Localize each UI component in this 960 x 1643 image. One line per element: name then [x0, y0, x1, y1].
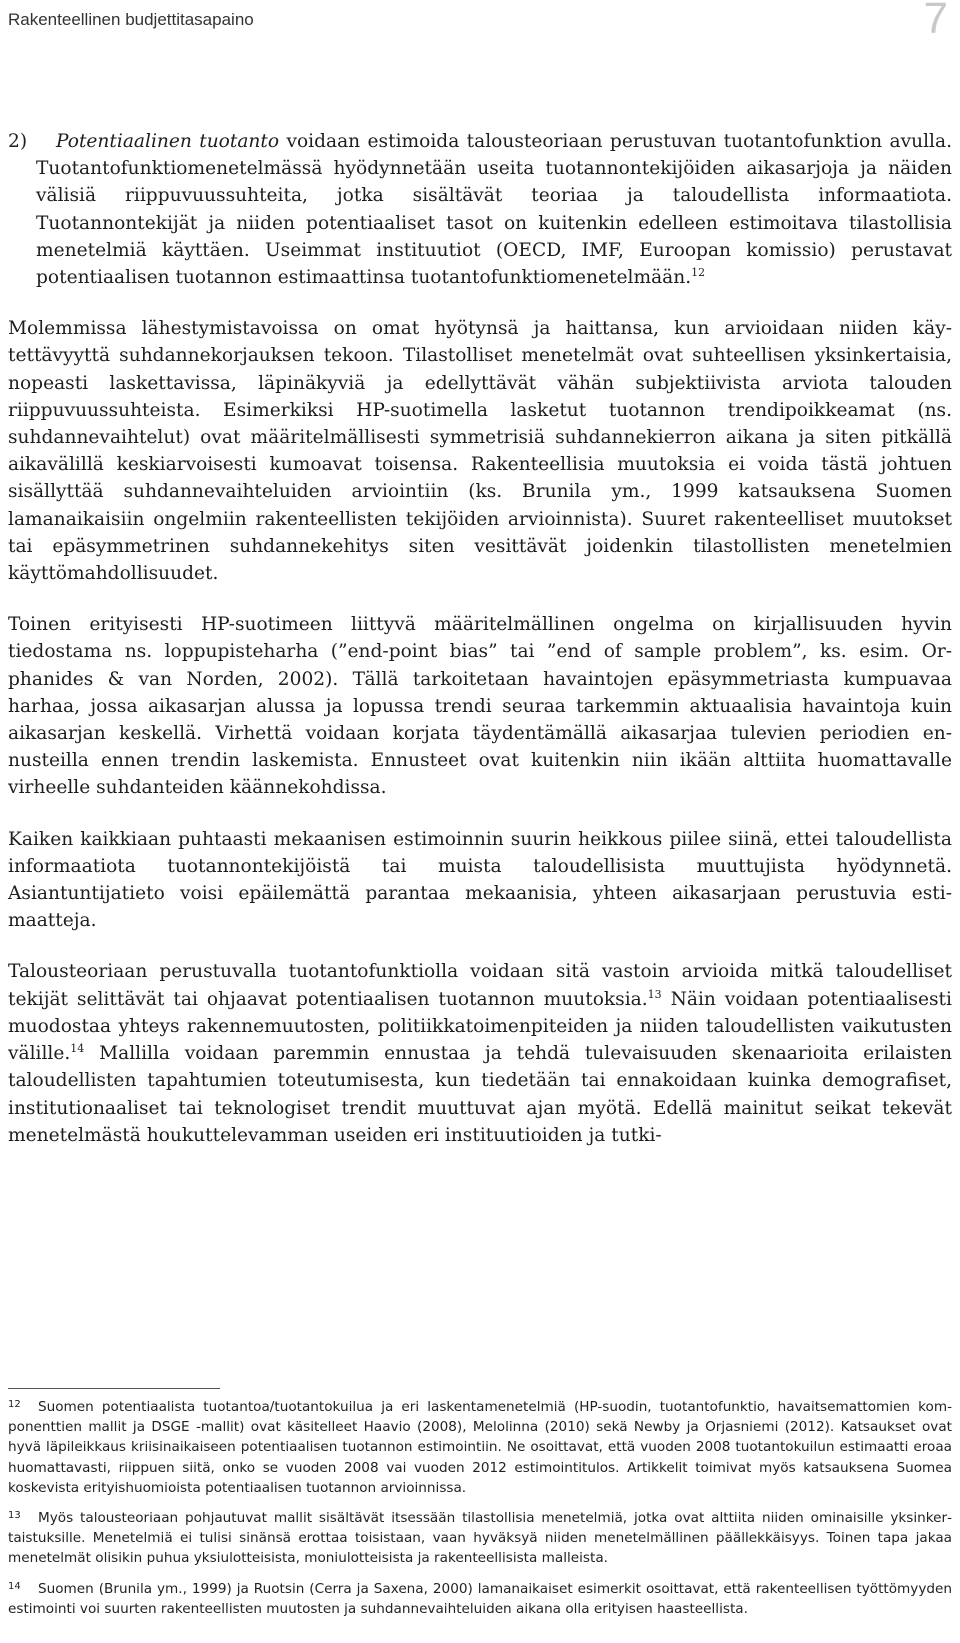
paragraph-2: Toinen erityisesti HP-suotimeen liittyvä määritelmällinen ongelma on kirjallisuuden hyvin tiedostama ns. loppupisteharha (”end-point bias” tai ”end of sample problem”, ks. esim. Orphanides & van Norden, 2002). Tällä tarkoitetaan havaintojen epäsymmetriasta kumpuavaa harhaa, jossa aikasarjan alussa ja lopussa trendi seuraa tarkemmin aktuaalisia havaintoja kuin aikasarjan keskellä. Virhettä voidaan korjata täydentämällä aikasarjaa tulevien periodien ennusteilla ennen trendin laskemista. Ennusteet ovat kuitenkin niin ikään alttiita huomattavalle virheelle suhdanteiden käännekohdissa. — [8, 614, 952, 799]
list-item-text: voidaan estimoida talousteoriaan perustuvan tuotantofunktion avulla. Tuotantofunktiomenetelmässä hyödynnetään useita tuotannontekijöiden aikasarjoja ja näiden välisiä riippuvuussuhteita, jotka sisältävät teoriaa ja taloudellista informaatiota. Tuotannontekijät ja niiden potentiaaliset tasot on kuitenkin edelleen estimoitava tilastollisia menetelmiä käyttäen. Useimmat instituutiot (OECD, IMF, Euroopan komissio) perustavat potentiaalisen tuotannon estimaattinsa tuotantofunktiomenetelmään. — [36, 131, 952, 289]
footnote-ref-14: 14 — [70, 1042, 85, 1056]
list-item-lead-term: Potentiaalinen tuotanto — [56, 131, 280, 152]
paragraph-4 — [8, 958, 952, 1148]
footnote-ref-12: 12 — [691, 266, 706, 280]
footnote-ref-13: 13 — [647, 987, 662, 1001]
paragraph-4-part-b: Näin voidaan potentiaalisesti muodostaa yhteys rakennemuutosten, politiikkatoimenpiteiden ja niiden taloudellisten vaikutusten välille. — [8, 988, 952, 1065]
footnote-text: Suomen (Brunila ym., 1999) ja Ruotsin (Cerra ja Saxena, 2000) lamanaikaiset esimerkit osoittavat, että rakenteellisen työttömyyden estimointi voi suurten rakenteellisten muutosten ja suhdannevaihteluiden aikana olla erityisen haasteellista. — [8, 1580, 952, 1617]
footnote-text: Suomen potentiaalista tuotantoa/tuotantokuilua ja eri laskentamenetelmiä (HP-suodin, tuotantofunktio, havaitsemattomien komponenttien mallit ja DSGE -mallit) ovat käsitelleet Haavio (2008), Melolinna (2010) sekä Newby ja Orjasniemi (2012). Katsaukset ovat hyvä läpileikkaus kriisinaikaiseen potentiaalisen tuotannon estimointiin. Ne osoittavat, että vuoden 2008 tuotantokuilun estimaatti eroaa huomattavasti, riippuen siitä, onko se vuoden 2008 vai vuoden 2012 estimointitulos. Artikkelit toimivat myös katsauksena Suomea koskevista erityishuomioista potentiaalisen tuotannon arvioinnissa. — [8, 1399, 952, 1496]
footnotes — [8, 1388, 952, 1629]
paragraph-4-part-c: Mallilla voidaan paremmin ennustaa ja tehdä tulevaisuuden skenaarioita erilaisten taloudellisten tapahtumien toteutumisesta, kun tiedetään tai ennakoidaan kuinka demografiset, institutionaaliset tai teknologiset trendit muuttuvat ajan myötä. Edellä mainitut seikat tekevät menetelmästä houkuttelevamman useiden eri instituutioiden ja tutki- — [8, 1043, 952, 1146]
footnote-12: 12 Suomen potentiaalista tuotantoa/tuotantokuilua ja eri laskentamenetelmiä (HP-suodin, tuotantofunktio, havaitsemattomien komponenttien mallit ja DSGE -mallit) ovat käsitelleet Haavio (2008), Melolinna (2010) sekä Newby ja Orjasniemi (2012). Katsaukset ovat hyvä läpileikkaus kriisinaikaiseen potentiaalisen tuotannon estimointiin. Ne osoittavat, että vuoden 2008 tuotantokuilun estimaatti eroaa huomattavasti, riippuen siitä, onko se vuoden 2008 vai vuoden 2012 estimointitulos. Artikkelit toimivat myös katsauksena Suomea koskevista erityishuomioista potentiaalisen tuotannon arvioinnissa. — [8, 1399, 952, 1496]
footnote-text: Myös talousteoriaan pohjautuvat mallit sisältävät itsessään tilastollisia menetelmiä, jotka ovat alttiita niiden ominaisille yksinkertaistuksille. Menetelmiä ei tulisi sinänsä erottaa toisistaan, vaan hyväksyä niiden menetelmällinen päällekkäisyys. Toinen tapa jakaa menetelmät olisikin puhua yksiulotteisista, moniulotteisista ja rakenteellisista malleista. — [8, 1510, 952, 1567]
list-item-number: 2) — [8, 131, 28, 152]
paragraph-4-part-a: Talousteoriaan perustuvalla tuotantofunktiolla voidaan sitä vastoin arvioida mitkä taloudelliset tekijät selittävät tai ohjaavat potentiaalisen tuotannon muutoksia. — [8, 961, 952, 1010]
page-number: 7 — [923, 0, 948, 43]
running-title: Rakenteellinen budjettitasapaino — [8, 10, 254, 29]
paragraph-3: Kaiken kaikkiaan puhtaasti mekaanisen estimoinnin suurin heikkous piilee siinä, ettei taloudellista informaatiota tuotannontekijöistä tai muista taloudellisista muuttujista hyödynnetä. Asiantuntijatieto voisi epäilemättä parantaa mekaanisia, yhteen aikasarjaan perustuvia estimaatteja. — [8, 828, 952, 932]
paragraph-1: Molemmissa lähestymistavoissa on omat hyötynsä ja haittansa, kun arvioidaan niiden käytettävyyttä suhdannekorjauksen tekoon. Tilastolliset menetelmät ovat suhteellisen yksinkertaisia, nopeasti laskettavissa, läpinäkyviä ja edellyttävät vähän subjektiivista arviota talouden riippuvuussuhteista. Esimerkiksi HP-suotimella lasketut tuotannon trendipoikkeamat (ns. suhdannevaihtelut) ovat määritelmällisesti symmetrisiä suhdannekierron aikana ja siten pitkällä aikavälillä keskiarvoisesti kumoavat toisensa. Rakenteellisia muutoksia ei voida tästä johtuen sisällyttää suhdannevaihteluiden arviointiin (ks. Brunila ym., 1999 katsauksena Suomen lamanaikaisiin ongelmiin rakenteellisten tekijöiden arvioinnista). Suuret rakenteelliset muutokset tai epäsymmetrinen suhdannekehitys siten vesittävät joidenkin tilastollisten menetelmien käyttömahdollisuudet. — [8, 318, 952, 585]
footnote-divider — [8, 1388, 220, 1389]
list-item-2 — [8, 128, 952, 291]
footnote-14: 14 Suomen (Brunila ym., 1999) ja Ruotsin (Cerra ja Saxena, 2000) lamanaikaiset esimerkit osoittavat, että rakenteellisen työttömyyden estimointi voi suurten rakenteellisten muutosten ja suhdannevaihteluiden aikana olla erityisen haasteellista. — [8, 1580, 952, 1617]
footnote-13: 13 Myös talousteoriaan pohjautuvat mallit sisältävät itsessään tilastollisia menetelmiä, jotka ovat alttiita niiden ominaisille yksinkertaistuksille. Menetelmiä ei tulisi sinänsä erottaa toisistaan, vaan hyväksyä niiden menetelmällinen päällekkäisyys. Toinen tapa jakaa menetelmät olisikin puhua yksiulotteisista, moniulotteisista ja rakenteellisista malleista. — [8, 1510, 952, 1567]
main-text — [8, 128, 952, 1173]
page-header — [8, 0, 952, 46]
